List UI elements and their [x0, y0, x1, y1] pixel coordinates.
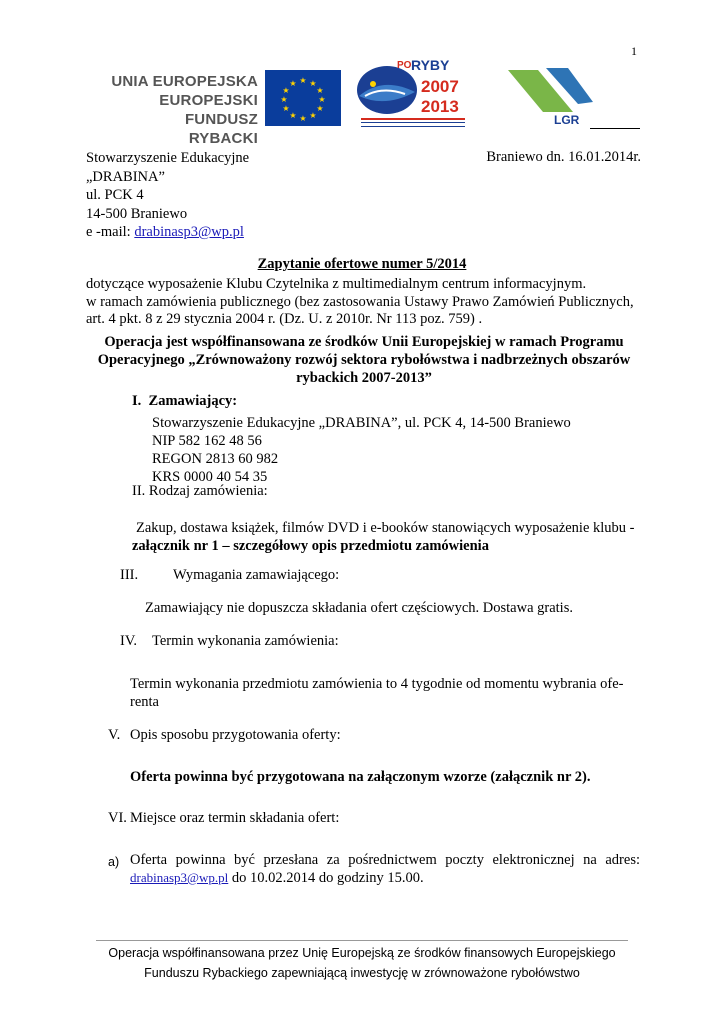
section-3-title: Wymagania zamawiającego: — [173, 567, 340, 583]
svg-text:★: ★ — [289, 111, 297, 120]
section-6-title: Miejsce oraz termin składania ofert: — [130, 810, 340, 826]
eu-logo-line1: UNIA EUROPEJSKA — [111, 73, 258, 90]
intro-line2: w ramach zamówienia publicznego (bez zastosowania Ustawy Prawo Zamówień Publicznych, — [86, 293, 634, 310]
cofinance-line2: Operacyjnego „Zrównoważony rozwój sektora rybołówstwa i nadbrzeżnych obszarów — [97, 352, 631, 368]
svg-text:★: ★ — [280, 95, 288, 104]
eu-flag-icon — [265, 70, 341, 126]
svg-text:★: ★ — [282, 86, 290, 95]
sender-email-row — [86, 223, 249, 242]
cofinance-line1: Operacja jest współfinansowana ze środków Unii Europejskiej w ramach Programu — [104, 334, 624, 350]
section-2-heading: II. Rodzaj zamówienia: — [132, 483, 268, 499]
eu-logo-text — [86, 72, 258, 148]
section-4-line1: Termin wykonania przedmiotu zamówienia to 4 tygodnie od momentu wybrania ofe- — [130, 676, 624, 692]
footer-line2: Funduszu Rybackiego zapewniającą inwestycję w zrównoważone rybołówstwo — [144, 966, 580, 980]
svg-text:★: ★ — [282, 104, 290, 113]
header-rule — [590, 128, 640, 129]
eu-logo-line2: EUROPEJSKI FUNDUSZ — [159, 92, 258, 128]
intro-line3: art. 4 pkt. 8 z 29 stycznia 2004 r. (Dz. U. z 2010r. Nr 113 poz. 759) . — [86, 311, 483, 327]
section-3-body: Zamawiający nie dopuszcza składania ofert częściowych. Dostawa gratis. — [145, 600, 573, 616]
footer-line1: Operacja współfinansowana przez Unię Europejską ze środków finansowych Europejskiego — [108, 946, 616, 960]
section-6-line1: Oferta powinna być przesłana za pośrednictwem poczty elektronicznej na adres: — [130, 852, 640, 868]
orderer-address: Stowarzyszenie Edukacyjne „DRABINA”, ul. PCK 4, 14-500 Braniewo — [152, 415, 571, 431]
sender-email-link[interactable]: drabinasp3@wp.pl — [134, 224, 244, 240]
section-2-line2: załącznik nr 1 – szczegółowy opis przedmiotu zamówienia — [132, 538, 489, 554]
section-5-title: Opis sposobu przygotowania oferty: — [130, 727, 341, 743]
svg-text:★: ★ — [299, 114, 307, 123]
section-6-body — [130, 851, 640, 887]
svg-text:2007: 2007 — [421, 77, 459, 96]
section-6-line2 — [130, 869, 640, 887]
svg-text:★: ★ — [299, 76, 307, 85]
section-6-number: VI. — [108, 810, 127, 826]
submission-deadline: do 10.02.2014 do godziny 15.00. — [228, 870, 424, 886]
intro-paragraph — [86, 276, 642, 329]
svg-text:LGR: LGR — [554, 113, 580, 127]
svg-text:★: ★ — [309, 79, 317, 88]
section-1-title: Zamawiający: — [148, 393, 238, 409]
sender-address — [86, 149, 249, 242]
po-ryby-logo — [353, 56, 471, 136]
section-2-line1: Zakup, dostawa książek, filmów DVD i e-booków stanowiących wyposażenie klubu - — [136, 520, 635, 536]
document-date: Braniewo dn. 16.01.2014r. — [486, 149, 641, 165]
svg-text:★: ★ — [318, 95, 326, 104]
page-number: 1 — [631, 44, 637, 58]
orderer-regon: REGON 2813 60 982 — [152, 451, 279, 467]
section-5-body: Oferta powinna być przygotowana na załączonym wzorze (załącznik nr 2). — [130, 769, 591, 785]
submission-email-link[interactable]: drabinasp3@wp.pl — [130, 870, 229, 885]
sender-line3: ul. PCK 4 — [86, 187, 144, 203]
sender-line4: 14-500 Braniewo — [86, 205, 188, 222]
svg-text:PO: PO — [397, 60, 412, 71]
section-1-number: I. — [132, 393, 142, 409]
intro-line1: dotyczące wyposażenie Klubu Czytelnika z multimedialnym centrum informacyjnym. — [86, 276, 587, 292]
svg-text:★: ★ — [316, 104, 324, 113]
section-2-body — [132, 519, 642, 555]
cofinance-line3: rybackich 2007-2013” — [296, 370, 432, 386]
svg-text:★: ★ — [309, 111, 317, 120]
section-4-body — [130, 675, 642, 711]
cofinance-statement — [86, 333, 642, 387]
section-5-number: V. — [108, 727, 121, 743]
email-prefix: e -mail: — [86, 224, 135, 240]
section-1-body — [152, 414, 571, 486]
section-1-heading — [132, 392, 237, 410]
svg-text:★: ★ — [316, 86, 324, 95]
section-4-title: Termin wykonania zamówienia: — [152, 633, 339, 649]
sender-line1: Stowarzyszenie Edukacyjne — [86, 150, 250, 166]
section-6-list-marker: a) — [108, 855, 120, 869]
svg-text:2013: 2013 — [421, 97, 459, 116]
lgr-logo — [498, 62, 598, 130]
section-3-number: III. — [120, 567, 139, 583]
svg-text:★: ★ — [289, 79, 297, 88]
document-title: Zapytanie ofertowe numer 5/2014 — [257, 256, 467, 272]
section-4-number: IV. — [120, 633, 138, 649]
section-4-line2: renta — [130, 694, 159, 710]
orderer-nip: NIP 582 162 48 56 — [152, 433, 262, 449]
orderer-krs: KRS 0000 40 54 35 — [152, 469, 268, 485]
svg-text:RYBY: RYBY — [411, 57, 450, 73]
sender-line2: „DRABINA” — [86, 168, 165, 185]
eu-logo-line3: RYBACKI — [188, 130, 258, 147]
footer-rule — [96, 940, 628, 941]
